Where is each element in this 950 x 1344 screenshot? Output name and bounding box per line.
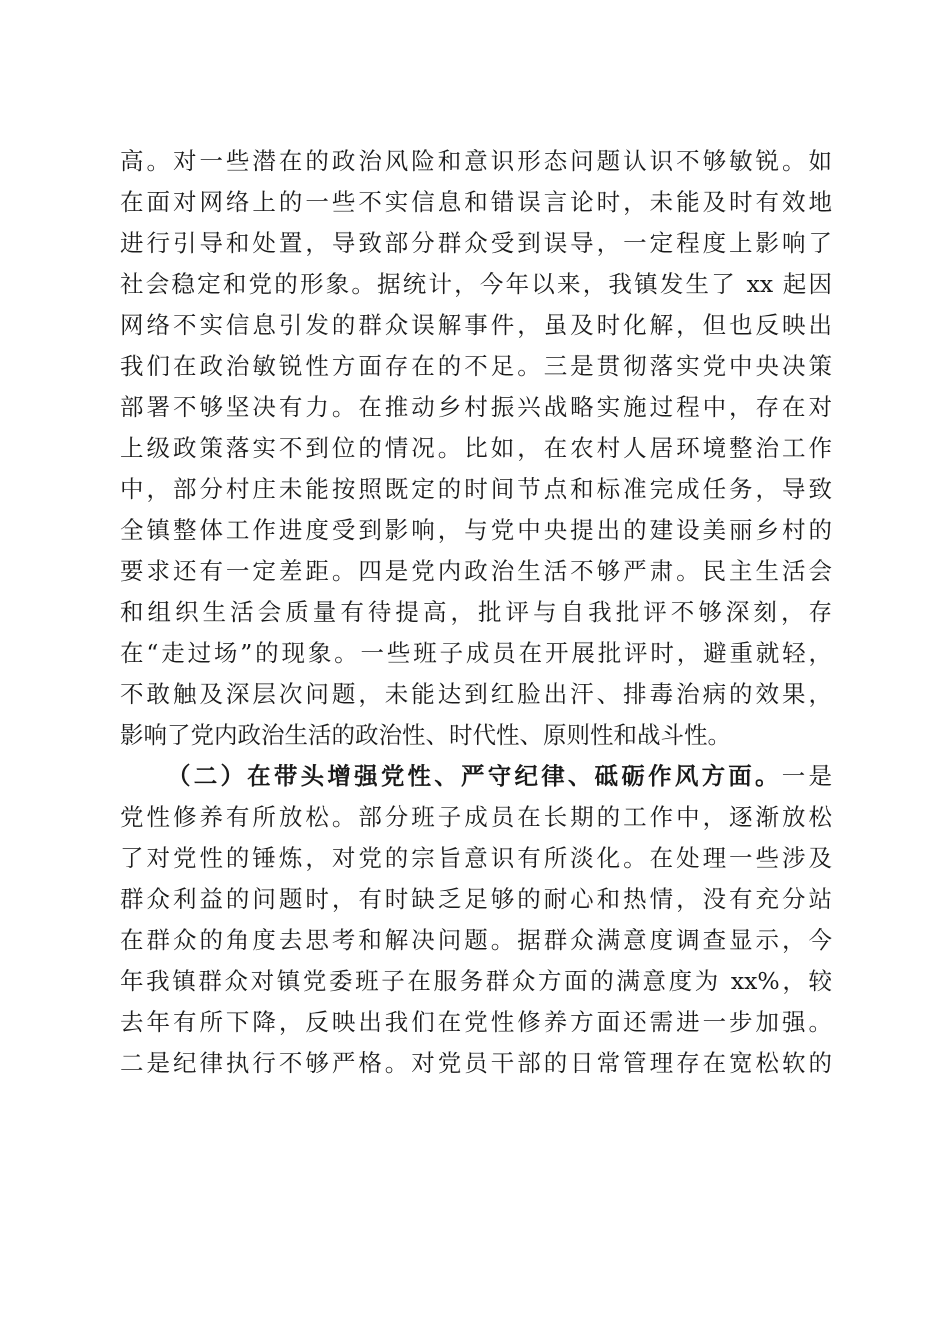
text-line: 了对党性的锤炼，对党的宗旨意识有所淡化。在处理一些涉及 [120, 844, 832, 872]
text-line: 要求还有一定差距。四是党内政治生活不够严肃。民主生活会 [120, 557, 832, 585]
text-line: 年我镇群众对镇党委班子在服务群众方面的满意度为 xx%，较 [120, 967, 832, 995]
text-line: 党性修养有所放松。部分班子成员在长期的工作中，逐渐放松 [120, 803, 832, 831]
text-line: 二是纪律执行不够严格。对党员干部的日常管理存在宽松软的 [120, 1049, 832, 1077]
paragraph-2 [120, 756, 832, 1084]
text-line: 我们在政治敏锐性方面存在的不足。三是贯彻落实党中央决策 [120, 352, 832, 380]
paragraph-1 [120, 141, 832, 756]
text-line: 影响了党内政治生活的政治性、时代性、原则性和战斗性。 [120, 721, 731, 749]
body-text [120, 141, 832, 1084]
section-heading: （二）在带头增强党性、严守纪律、砥砺作风方面。 [167, 762, 782, 790]
text-line: 群众利益的问题时，有时缺乏足够的耐心和热情，没有充分站 [120, 885, 832, 913]
text-line: 和组织生活会质量有待提高，批评与自我批评不够深刻，存 [120, 598, 832, 626]
text-line: 全镇整体工作进度受到影响，与党中央提出的建设美丽乡村的 [120, 516, 832, 544]
text-line: 进行引导和处置，导致部分群众受到误导，一定程度上影响了 [120, 229, 832, 257]
text-line: 社会稳定和党的形象。据统计，今年以来，我镇发生了 xx 起因 [120, 270, 832, 298]
section-heading-line [120, 756, 832, 797]
text-line: 网络不实信息引发的群众误解事件，虽及时化解，但也反映出 [120, 311, 832, 339]
text-line: 中，部分村庄未能按照既定的时间节点和标准完成任务，导致 [120, 475, 832, 503]
text-line: 不敢触及深层次问题，未能达到红脸出汗、排毒治病的效果， [120, 680, 832, 708]
text-line: 在面对网络上的一些不实信息和错误言论时，未能及时有效地 [120, 188, 832, 216]
text-line: 部署不够坚决有力。在推动乡村振兴战略实施过程中，存在对 [120, 393, 832, 421]
text-line: 上级政策落实不到位的情况。比如，在农村人居环境整治工作 [120, 434, 832, 462]
text-line: 去年有所下降，反映出我们在党性修养方面还需进一步加强。 [120, 1008, 832, 1036]
text-line: 在群众的角度去思考和解决问题。据群众满意度调查显示，今 [120, 926, 832, 954]
section-heading-rest: 一是 [781, 762, 832, 790]
text-line: 在“走过场”的现象。一些班子成员在开展批评时，避重就轻， [120, 639, 832, 667]
text-line: 高。对一些潜在的政治风险和意识形态问题认识不够敏锐。如 [120, 147, 832, 175]
